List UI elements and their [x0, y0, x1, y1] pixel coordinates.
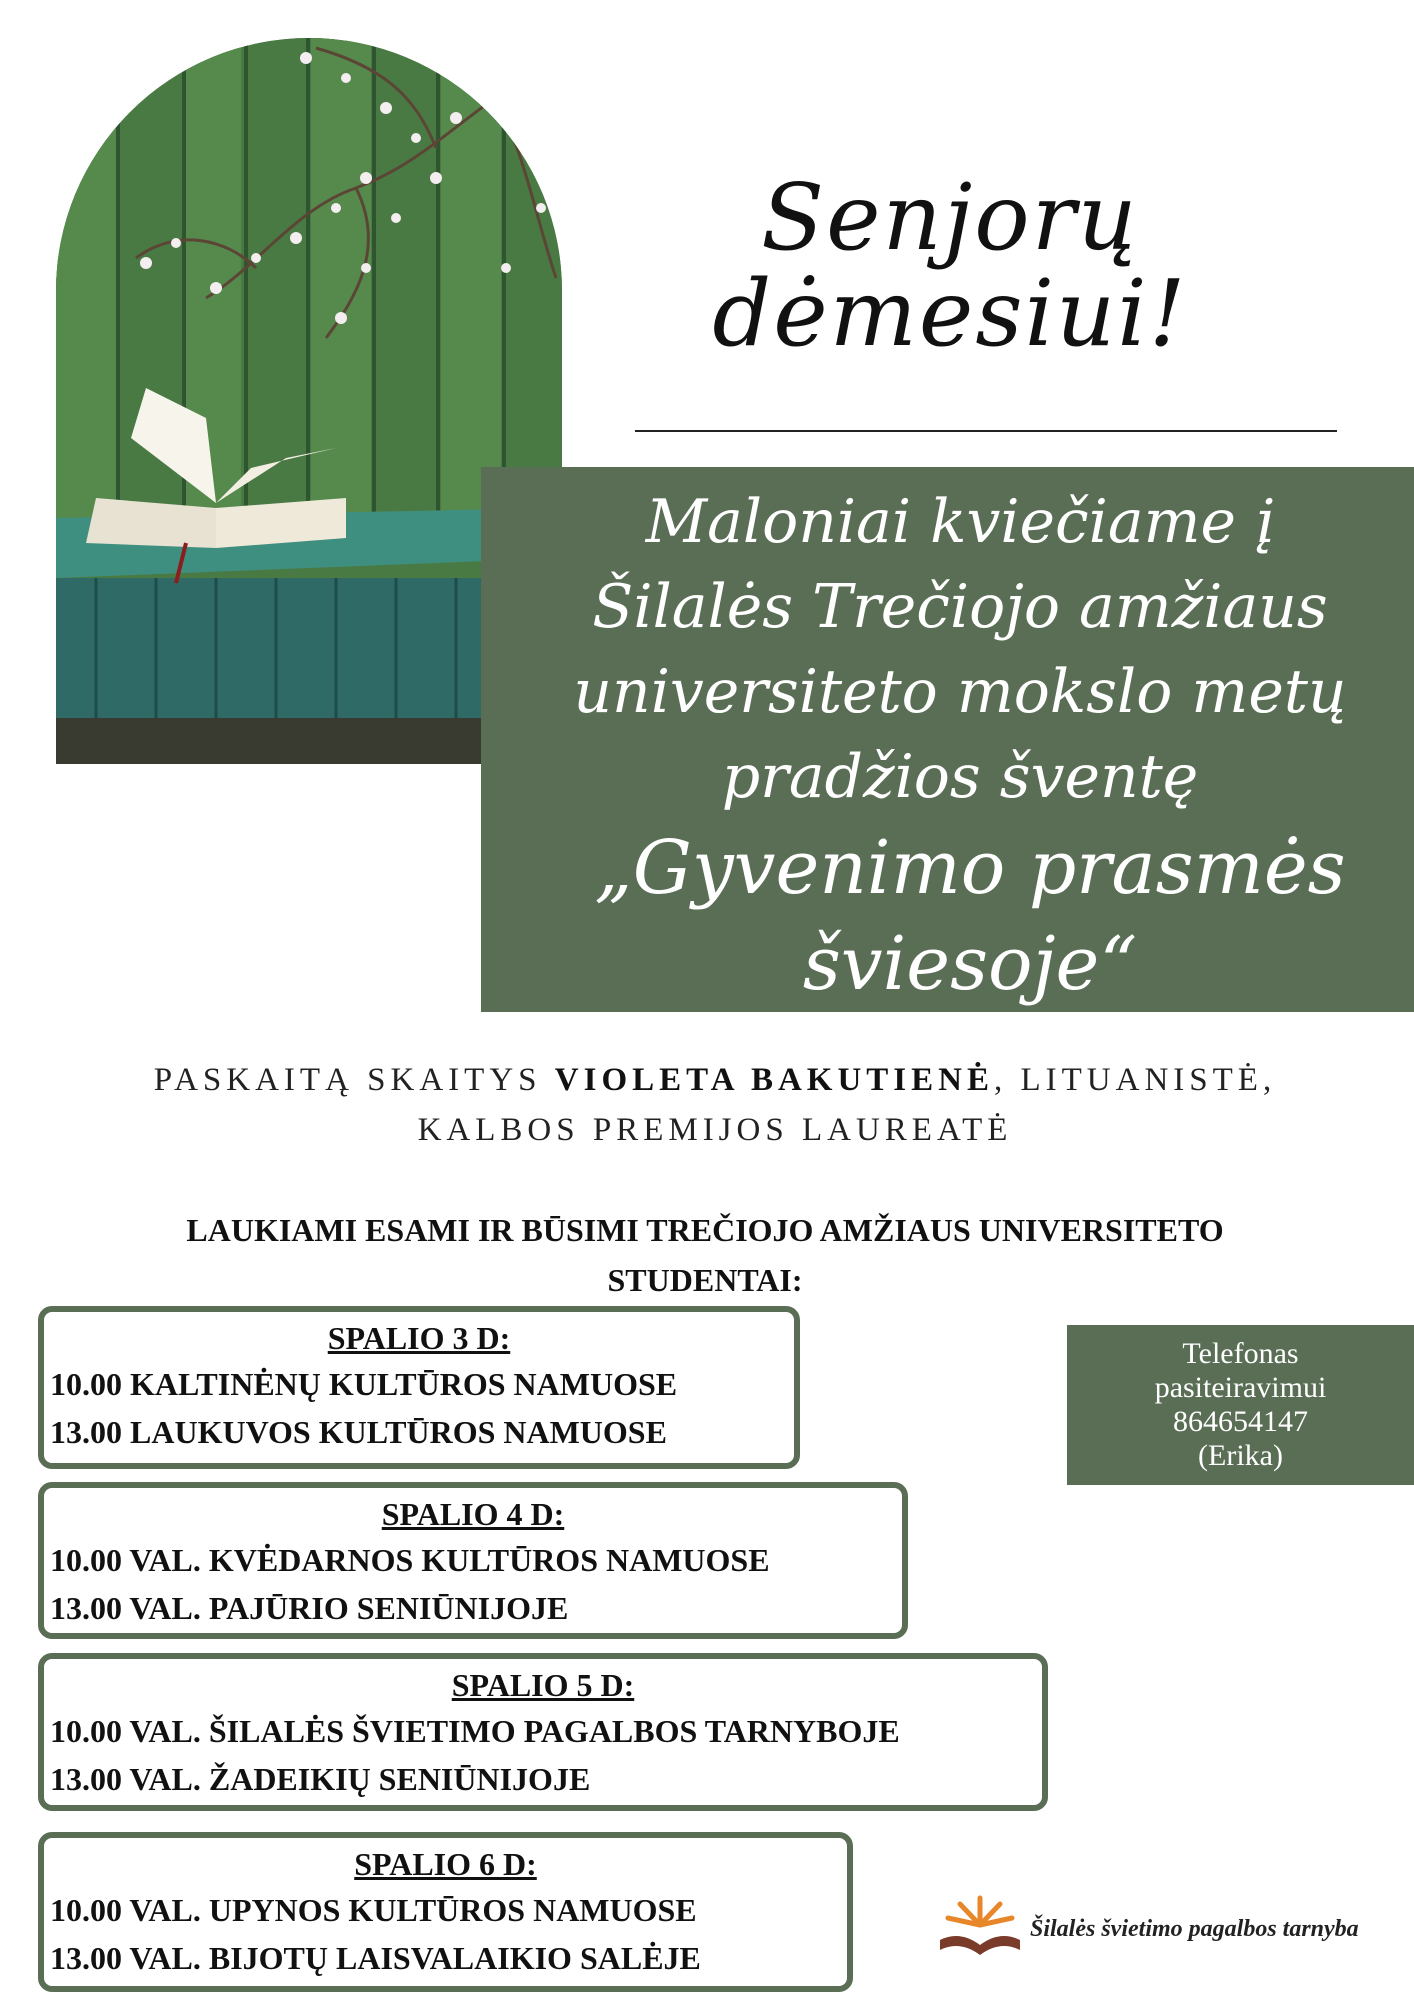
schedule-day-heading: SPALIO 5 D:	[451, 1667, 635, 1703]
title-line-2: dėmesiui!	[712, 260, 1188, 367]
schedule-row: 13.00 VAL. PAJŪRIO SENIŪNIJOJE	[50, 1590, 569, 1626]
schedule-day-box	[38, 1653, 1048, 1811]
event-name-line-2: šviesoje“	[802, 921, 1138, 1007]
schedule-row: 13.00 LAUKUVOS KULTŪROS NAMUOSE	[50, 1414, 667, 1450]
schedule-row: 13.00 VAL. BIJOTŲ LAISVALAIKIO SALĖJE	[50, 1940, 701, 1976]
phone-contact-name: (Erika)	[1198, 1439, 1283, 1472]
schedule-day-box	[38, 1482, 908, 1639]
logo-text: Šilalės švietimo pagalbos tarnyba	[1030, 1916, 1359, 1942]
schedule-day-heading: SPALIO 6 D:	[354, 1846, 537, 1882]
schedule-day-heading: SPALIO 3 D:	[327, 1320, 511, 1356]
invitation-line: pradžios šventę	[721, 742, 1199, 812]
invited-line-2: STUDENTAI:	[607, 1262, 803, 1298]
schedule-day-box	[38, 1832, 853, 1992]
schedule-row: 13.00 VAL. ŽADEIKIŲ SENIŪNIJOJE	[50, 1761, 591, 1797]
lecturer-info	[30, 1055, 1400, 1155]
lecture-suffix: , LITUANISTĖ,	[994, 1062, 1277, 1098]
title-line-1: Senjorų	[761, 164, 1139, 271]
phone-label-2: pasiteiravimui	[1154, 1371, 1327, 1404]
lecture-prefix: PASKAITĄ SKAITYS	[153, 1062, 555, 1098]
phone-label-1: Telefonas	[1182, 1337, 1299, 1370]
divider	[635, 430, 1337, 432]
invitation-line: Maloniai kviečiame į	[645, 487, 1275, 557]
schedule-day-heading: SPALIO 4 D:	[381, 1496, 565, 1532]
schedule-row: 10.00 KALTINĖNŲ KULTŪROS NAMUOSE	[50, 1366, 678, 1402]
contact-box	[1067, 1325, 1414, 1485]
event-name-line-1: „Gyvenimo prasmės	[594, 825, 1346, 911]
invitation-line: Šilalės Trečiojo amžiaus	[592, 572, 1328, 642]
schedule-row: 10.00 VAL. ŠILALĖS ŠVIETIMO PAGALBOS TARNYBOJE	[50, 1713, 900, 1749]
event-name	[540, 820, 1400, 1012]
lecture-line-2: KALBOS PREMIJOS LAUREATĖ	[417, 1112, 1013, 1148]
invited-line-1: LAUKIAMI ESAMI IR BŪSIMI TREČIOJO AMŽIAUS UNIVERSITETO	[186, 1212, 1224, 1248]
open-book-sun-icon	[930, 1890, 1030, 1970]
invitation-line: universiteto mokslo metų	[573, 657, 1347, 727]
schedule-row: 10.00 VAL. KVĖDARNOS KULTŪROS NAMUOSE	[50, 1542, 770, 1578]
page-title	[640, 164, 1260, 367]
schedule-row: 10.00 VAL. UPYNOS KULTŪROS NAMUOSE	[50, 1892, 697, 1928]
lecturer-name: VIOLETA BAKUTIENĖ	[554, 1062, 994, 1098]
invitation-text	[520, 480, 1400, 820]
phone-number[interactable]: 864654147	[1173, 1405, 1308, 1438]
invited-heading	[80, 1205, 1330, 1305]
schedule-day-box	[38, 1306, 800, 1469]
